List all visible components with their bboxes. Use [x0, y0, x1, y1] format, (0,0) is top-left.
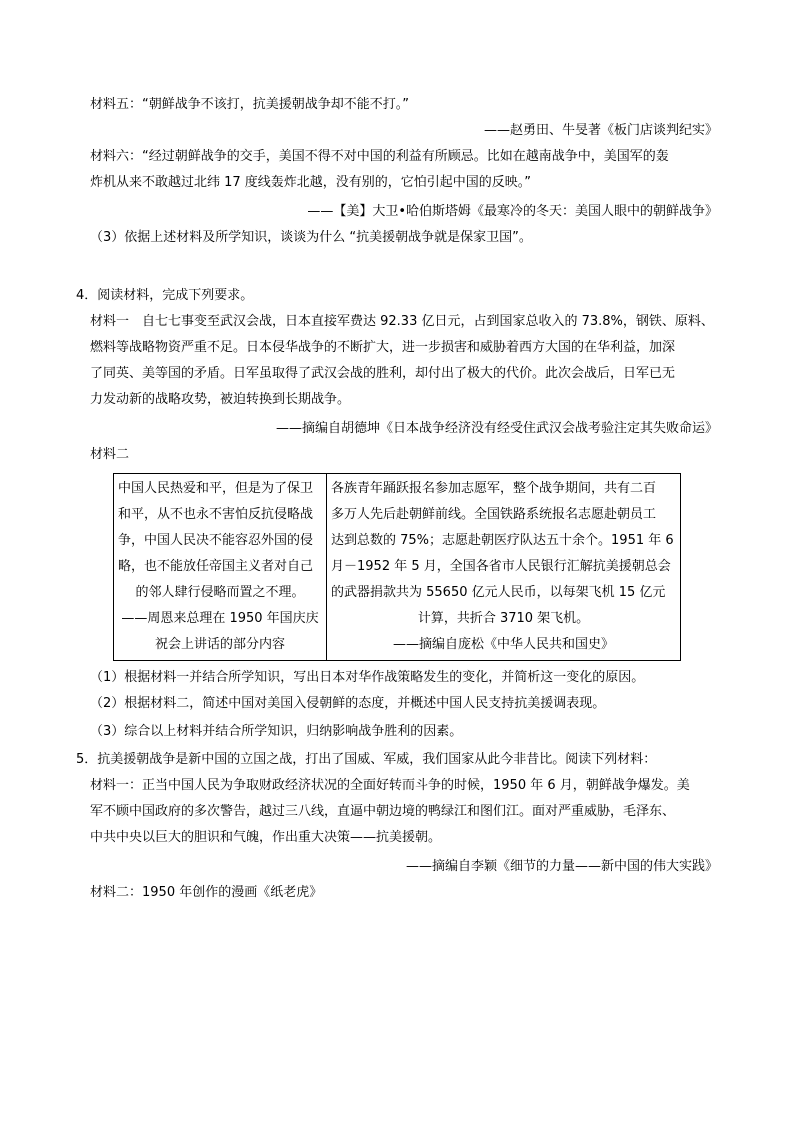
material-6-line-1: 材料六：“经过朝鲜战争的交手，美国不得不对中国的利益有所顾忌。比如在越南战争中，美国军的轰: [90, 149, 669, 164]
material-5-source: ——赵勇田、牛旻著《板门店谈判纪实》: [483, 123, 718, 138]
table-cell-volunteer-facts: [327, 474, 681, 661]
q4-material-1-line-1: 材料一 自七七事变至武汉会战，日本直接军费达 92.33 亿日元，占到国家总收入的 73.8%，钢铁、原料、: [90, 314, 714, 329]
material-6-source: ——【美】大卫•哈伯斯塔姆《最寒冷的冬天：美国人眼中的朝鲜战争》: [307, 204, 718, 219]
q5-material-1-line-1: 材料一：正当中国人民为争取财政经济状况的全面好转而斗争的时候，1950 年 6 月，朝鲜战争爆发。美: [90, 778, 690, 793]
table-cell-line: 各族青年踊跃报名参加志愿军，整个战争期间，共有二百: [331, 481, 657, 496]
material-6-line-2: 炸机从来不敢越过北纬 17 度线轰炸北越，没有别的，它怕引起中国的反映。”: [90, 175, 532, 190]
q5-material-1-line-2: 军不顾中国政府的多次警告，越过三八线，直逼中朝边境的鸭绿江和图们江。面对严重威胁，毛泽东、: [90, 804, 676, 819]
material-5-text: 材料五：“朝鲜战争不该打，抗美援朝战争却不能不打。”: [90, 97, 409, 112]
table-cell-line: 达到总数的 75%；志愿赴朝医疗队达五十余个。1951 年 6: [331, 533, 674, 548]
table-cell-line: 中国人民热爱和平，但是为了保卫: [118, 481, 314, 496]
material-2-table: [113, 473, 681, 661]
q4-material-1-line-2: 燃料等战略物资严重不足。日本侵华战争的不断扩大，进一步损害和威胁着西方大国的在华利益，加深: [90, 340, 676, 355]
q4-material-1-line-4: 力发动新的战略攻势，被迫转换到长期战争。: [90, 392, 351, 407]
table-cell-line: 略，也不能放任帝国主义者对自己: [118, 559, 314, 574]
table-cell-source: ——摘编自庞松《中华人民共和国史》: [392, 637, 614, 652]
table-cell-source: ——周恩来总理在 1950 年国庆庆: [121, 611, 319, 626]
table-cell-line: 争，中国人民决不能容忍外国的侵: [118, 533, 314, 548]
table-cell-line: 的武器捐款共为 55650 亿元人民币，以每架飞机 15 亿元: [331, 585, 666, 600]
table-cell-line: 和平，从不也永不害怕反抗侵略战: [118, 507, 314, 522]
q5-material-1-source: ——摘编自李颖《细节的力量——新中国的伟大实践》: [405, 859, 718, 874]
table-cell-line: 多万人先后赴朝鲜前线。全国铁路系统报名志愿赴朝员工: [331, 507, 657, 522]
table-cell-line: 月－1952 年 5 月，全国各省市人民银行汇解抗美援朝总会: [331, 559, 671, 574]
table-cell-line: 计算，共折合 3710 架飞机。: [417, 611, 590, 626]
question-3-3: （3）依据上述材料及所学知识，谈谈为什么 “抗美援朝战争就是保家卫国”。: [90, 230, 532, 245]
table-cell-source: 祝会上讲话的部分内容: [154, 637, 285, 652]
q4-material-1-source: ——摘编自胡德坤《日本战争经济没有经受住武汉会战考验注定其失败命运》: [275, 421, 718, 436]
q4-material-2-label: 材料二: [90, 447, 130, 462]
question-4-title: 4．阅读材料，完成下列要求。: [76, 288, 254, 303]
q5-material-1-line-3: 中共中央以巨大的胆识和气魄，作出重大决策——抗美援朝。: [90, 830, 442, 845]
question-5-title: 5．抗美援朝战争是新中国的立国之战，打出了国威、军威，我们国家从此今非昔比。阅读下列材料：: [76, 752, 657, 767]
q4-material-1-line-3: 了同英、美等国的矛盾。日军虽取得了武汉会战的胜利，却付出了极大的代价。此次会战后，日军已无: [90, 366, 676, 381]
table-cell-zhou-enlai-quote: [114, 474, 327, 661]
q5-material-2-label: 材料二：1950 年创作的漫画《纸老虎》: [90, 885, 323, 900]
question-4-2: （2）根据材料二，简述中国对美国入侵朝鲜的态度，并概述中国人民支持抗美援调表现。: [90, 696, 606, 711]
question-4-3: （3）综合以上材料并结合所学知识，归纳影响战争胜利的因素。: [90, 724, 463, 739]
table-row: [114, 474, 681, 661]
table-cell-line: 的邻人肆行侵略而置之不理。: [135, 585, 305, 600]
question-4-1: （1）根据材料一并结合所学知识，写出日本对华作战策略发生的变化，并简析这一变化的原因。: [90, 670, 645, 685]
